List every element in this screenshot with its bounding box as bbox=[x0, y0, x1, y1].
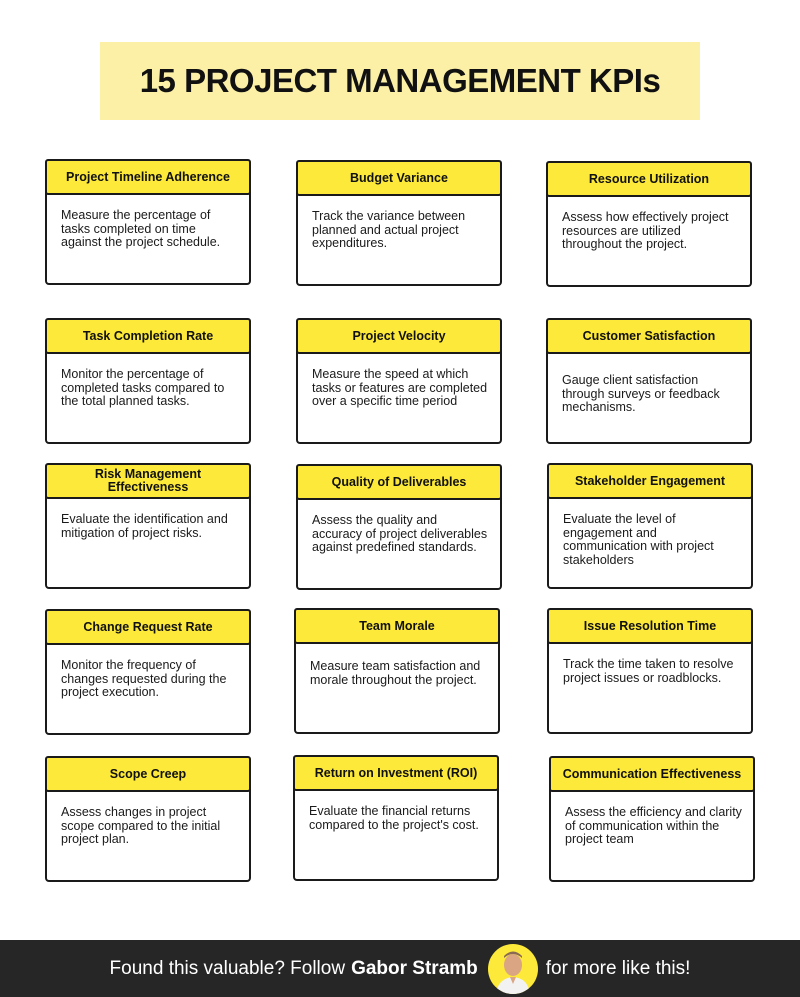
kpi-description: Monitor the percentage of completed tasks compared to the total planned tasks. bbox=[61, 367, 225, 408]
kpi-card-header bbox=[45, 609, 251, 645]
footer-banner bbox=[0, 940, 800, 997]
kpi-card bbox=[45, 318, 251, 444]
kpi-description: Gauge client satisfaction through surveys or feedback mechanisms. bbox=[562, 373, 720, 414]
kpi-card bbox=[296, 318, 502, 444]
title-banner bbox=[100, 42, 700, 120]
kpi-description: Assess how effectively project resources are utilized throughout the project. bbox=[562, 210, 729, 251]
kpi-card-header bbox=[546, 318, 752, 354]
kpi-card bbox=[547, 608, 753, 734]
footer-suffix: for more like this! bbox=[545, 957, 691, 979]
kpi-card-header bbox=[546, 161, 752, 197]
kpi-title: Change Request Rate bbox=[83, 619, 213, 634]
kpi-card-header bbox=[547, 608, 753, 644]
kpi-card-header bbox=[45, 756, 251, 792]
kpi-card-header bbox=[296, 318, 502, 354]
kpi-title: Scope Creep bbox=[109, 766, 187, 781]
kpi-description: Monitor the frequency of changes requested during the project execution. bbox=[61, 658, 227, 699]
kpi-title: Budget Variance bbox=[350, 170, 448, 185]
kpi-description: Evaluate the financial returns compared to the project's cost. bbox=[309, 804, 479, 832]
kpi-description: Assess changes in project scope compared to the initial project plan. bbox=[61, 805, 221, 846]
kpi-title: Communication Effectiveness bbox=[562, 766, 742, 781]
kpi-card bbox=[546, 161, 752, 287]
kpi-card bbox=[549, 756, 755, 882]
kpi-title: Issue Resolution Time bbox=[583, 618, 717, 633]
kpi-card bbox=[546, 318, 752, 444]
kpi-description: Track the time taken to resolve project issues or roadblocks. bbox=[563, 657, 734, 685]
kpi-title: Team Morale bbox=[359, 618, 435, 633]
kpi-card bbox=[293, 755, 499, 881]
kpi-description: Measure team satisfaction and morale throughout the project. bbox=[310, 659, 481, 687]
kpi-title: Quality of Deliverables bbox=[331, 474, 467, 489]
kpi-card-header bbox=[549, 756, 755, 792]
kpi-card-header bbox=[296, 160, 502, 196]
kpi-title: Stakeholder Engagement bbox=[574, 473, 726, 488]
kpi-card bbox=[296, 464, 502, 590]
kpi-card-header bbox=[293, 755, 499, 791]
kpi-card bbox=[45, 159, 251, 285]
kpi-title: Resource Utilization bbox=[588, 171, 710, 186]
kpi-title: Return on Investment (ROI) bbox=[314, 765, 478, 780]
kpi-card bbox=[45, 463, 251, 589]
kpi-title: Customer Satisfaction bbox=[582, 328, 716, 343]
kpi-card-header bbox=[296, 464, 502, 500]
kpi-card bbox=[45, 756, 251, 882]
kpi-card-header bbox=[294, 608, 500, 644]
kpi-card bbox=[294, 608, 500, 734]
kpi-card-header bbox=[547, 463, 753, 499]
kpi-description: Track the variance between planned and actual project expenditures. bbox=[312, 209, 466, 250]
avatar[interactable] bbox=[488, 944, 538, 994]
kpi-card bbox=[296, 160, 502, 286]
kpi-description: Assess the efficiency and clarity of communication within the project team bbox=[565, 805, 742, 846]
kpi-description: Assess the quality and accuracy of project deliverables against predefined standards. bbox=[312, 513, 488, 554]
footer-prefix: Found this valuable? Follow bbox=[109, 957, 346, 979]
kpi-title: Task Completion Rate bbox=[82, 328, 214, 343]
kpi-title: Project Timeline Adherence bbox=[66, 169, 230, 184]
kpi-description: Measure the percentage of tasks completed on time against the project schedule. bbox=[61, 208, 221, 249]
kpi-description: Evaluate the identification and mitigation of project risks. bbox=[61, 512, 228, 540]
page-title: 15 PROJECT MANAGEMENT KPIs bbox=[139, 62, 661, 99]
kpi-description: Measure the speed at which tasks or features are completed over a specific time period bbox=[312, 367, 488, 408]
kpi-description: Evaluate the level of engagement and communication with project stakeholders bbox=[563, 512, 714, 567]
kpi-title: Risk Management Effectiveness bbox=[94, 467, 202, 494]
kpi-card-header bbox=[45, 318, 251, 354]
kpi-card-header bbox=[45, 463, 251, 499]
author-name[interactable]: Gabor Stramb bbox=[351, 957, 478, 979]
kpi-card bbox=[547, 463, 753, 589]
kpi-card-header bbox=[45, 159, 251, 195]
kpi-title: Project Velocity bbox=[352, 328, 446, 343]
person-icon bbox=[488, 944, 538, 994]
kpi-card bbox=[45, 609, 251, 735]
